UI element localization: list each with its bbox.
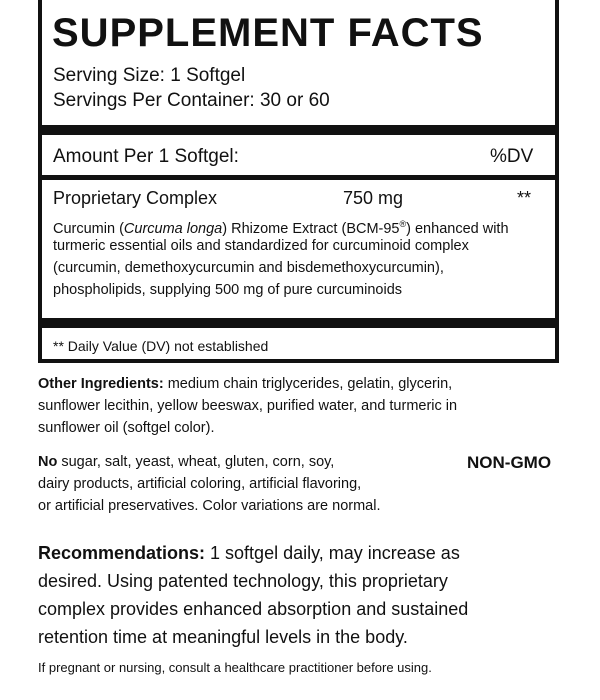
complex-dv: ** <box>517 188 532 208</box>
other-ingredients-line-2: sunflower lecithin, yellow beeswax, purified water, and turmeric in <box>38 398 458 414</box>
recommendations-text-1: 1 softgel daily, may increase as <box>205 543 460 563</box>
complex-name: Proprietary Complex <box>53 188 218 208</box>
servings-per-container: Servings Per Container: 30 or 60 <box>53 90 330 111</box>
thick-divider-bottom <box>42 318 555 328</box>
desc-latin-name: Curcuma longa <box>123 220 223 237</box>
free-from-line-3: or artificial preservatives. Color variations are normal. <box>38 498 381 514</box>
recommendations-label: Recommendations: <box>38 543 206 563</box>
other-ingredients-text-1: medium chain triglycerides, gelatin, glycerin, <box>163 376 453 392</box>
recommendations-line-2: desired. Using patented technology, this proprietary <box>38 571 448 591</box>
free-from-line-2: dairy products, artificial coloring, artificial flavoring, <box>38 476 362 492</box>
desc-text-a: Curcumin ( <box>53 220 124 237</box>
serving-size: Serving Size: 1 Softgel <box>53 65 246 86</box>
complex-description-line-2: turmeric essential oils and standardized for curcuminoid complex <box>53 238 469 254</box>
dv-footnote: ** Daily Value (DV) not established <box>53 338 269 354</box>
medium-divider <box>42 175 555 180</box>
dv-header: %DV <box>490 146 534 167</box>
free-from-label: No <box>38 454 58 470</box>
other-ingredients-line-1 <box>38 374 452 394</box>
other-ingredients-line-3: sunflower oil (softgel color). <box>38 420 215 436</box>
complex-description-line-4: phospholipids, supplying 500 mg of pure curcuminoids <box>53 282 403 298</box>
complex-amount: 750 mg <box>343 188 404 208</box>
complex-description-line-3: (curcumin, demethoxycurcumin and bisdemethoxycurcumin), <box>53 260 444 276</box>
free-from-text-1: sugar, salt, yeast, wheat, gluten, corn, soy, <box>57 454 335 470</box>
panel-title: SUPPLEMENT FACTS <box>52 11 484 55</box>
other-ingredients-label: Other Ingredients: <box>38 376 164 392</box>
thick-divider-top <box>42 125 555 135</box>
amount-per-label: Amount Per 1 Softgel: <box>53 146 239 167</box>
pregnancy-warning: If pregnant or nursing, consult a healthcare practitioner before using. <box>38 660 432 675</box>
desc-text-e: ) enhanced with <box>406 220 509 237</box>
recommendations-line-4: retention time at meaningful levels in the body. <box>38 627 408 647</box>
recommendations-line-3: complex provides enhanced absorption and sustained <box>38 599 469 619</box>
registered-mark: ® <box>399 219 407 229</box>
free-from-line-1 <box>38 452 334 472</box>
non-gmo-badge: NON-GMO <box>467 453 552 472</box>
recommendations-line-1 <box>38 541 460 565</box>
desc-text-c: ) Rhizome Extract (BCM-95 <box>222 220 400 237</box>
